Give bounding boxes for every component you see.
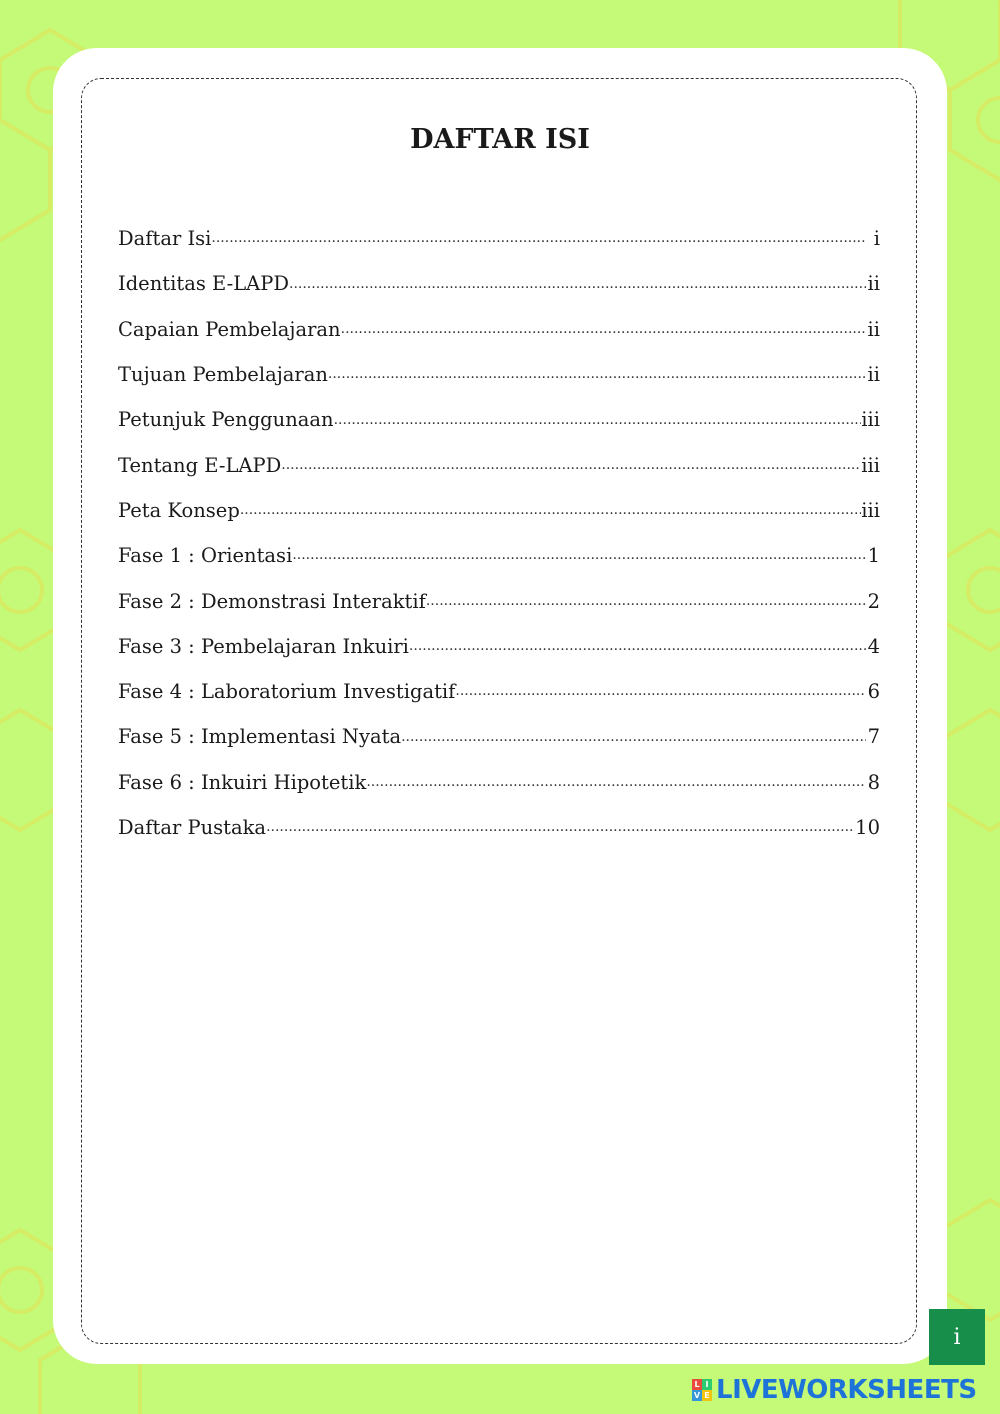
toc-entry[interactable]	[118, 578, 884, 623]
logo-letter-l: L	[692, 1379, 702, 1390]
toc-entry[interactable]	[118, 669, 884, 714]
toc-entry[interactable]	[118, 307, 884, 352]
toc-leader-dots	[292, 544, 866, 567]
toc-label: Daftar Isi	[118, 227, 212, 251]
toc-leader-dots	[409, 635, 866, 658]
toc-page-number: iii	[861, 498, 880, 522]
toc-leader-dots	[401, 725, 866, 748]
toc-leader-dots	[341, 318, 866, 341]
toc-label: Peta Konsep	[118, 498, 240, 522]
table-of-contents	[118, 216, 884, 850]
toc-page-number: 2	[867, 589, 880, 613]
toc-page-number: iii	[861, 408, 880, 432]
toc-label: Fase 4 : Laboratorium Investigatif	[118, 680, 456, 704]
toc-leader-dots	[240, 499, 861, 522]
page-number-badge: i	[929, 1309, 985, 1365]
toc-leader-dots	[211, 227, 866, 250]
toc-label: Daftar Pustaka	[118, 816, 267, 839]
toc-page-number: 10	[855, 816, 880, 839]
toc-leader-dots	[334, 408, 862, 431]
toc-page-number: ii	[867, 363, 880, 387]
toc-label: Tentang E-LAPD	[118, 453, 282, 477]
toc-label: Identitas E-LAPD	[118, 272, 289, 296]
liveworksheets-icon	[692, 1379, 712, 1401]
toc-label: Fase 5 : Implementasi Nyata	[118, 725, 402, 749]
logo-letter-e: E	[702, 1390, 712, 1401]
toc-leader-dots	[366, 771, 866, 794]
toc-entry[interactable]	[118, 714, 884, 759]
toc-page-number: iii	[861, 453, 880, 477]
toc-entry[interactable]	[118, 216, 884, 261]
toc-label: Petunjuk Penggunaan	[118, 408, 334, 432]
toc-label: Tujuan Pembelajaran	[118, 363, 328, 387]
toc-leader-dots	[281, 453, 861, 476]
toc-label: Fase 3 : Pembelajaran Inkuiri	[118, 634, 409, 658]
toc-label: Capaian Pembelajaran	[118, 317, 341, 341]
toc-label: Fase 1 : Orientasi	[118, 544, 293, 568]
logo-letter-i: I	[702, 1379, 712, 1390]
toc-page-number: i	[873, 227, 880, 251]
toc-page-number: 4	[867, 634, 880, 658]
toc-entry[interactable]	[118, 760, 884, 805]
toc-leader-dots	[289, 272, 866, 295]
toc-page-number: 6	[867, 680, 880, 704]
toc-leader-dots	[455, 680, 866, 703]
toc-entry[interactable]	[118, 488, 884, 533]
toc-label: Fase 2 : Demonstrasi Interaktif	[118, 589, 426, 613]
toc-entry[interactable]	[118, 352, 884, 397]
page-title: DAFTAR ISI	[410, 124, 590, 155]
toc-leader-dots	[328, 363, 866, 386]
toc-leader-dots	[266, 816, 855, 839]
liveworksheets-wordmark: LIVEWORKSHEETS	[716, 1375, 977, 1405]
toc-leader-dots	[426, 589, 866, 612]
toc-page-number: 7	[867, 725, 880, 749]
toc-page-number: 1	[867, 544, 880, 568]
toc-entry[interactable]	[118, 442, 884, 487]
liveworksheets-logo[interactable]	[692, 1372, 977, 1408]
toc-entry[interactable]	[118, 533, 884, 578]
toc-entry[interactable]	[118, 805, 884, 850]
toc-page-number: ii	[867, 272, 880, 296]
toc-page-number: 8	[867, 770, 880, 794]
toc-entry[interactable]	[118, 261, 884, 306]
toc-label: Fase 6 : Inkuiri Hipotetik	[118, 770, 367, 794]
toc-entry[interactable]	[118, 397, 884, 442]
toc-page-number: ii	[867, 317, 880, 341]
logo-letter-v: V	[693, 1391, 701, 1400]
toc-entry[interactable]	[118, 624, 884, 669]
